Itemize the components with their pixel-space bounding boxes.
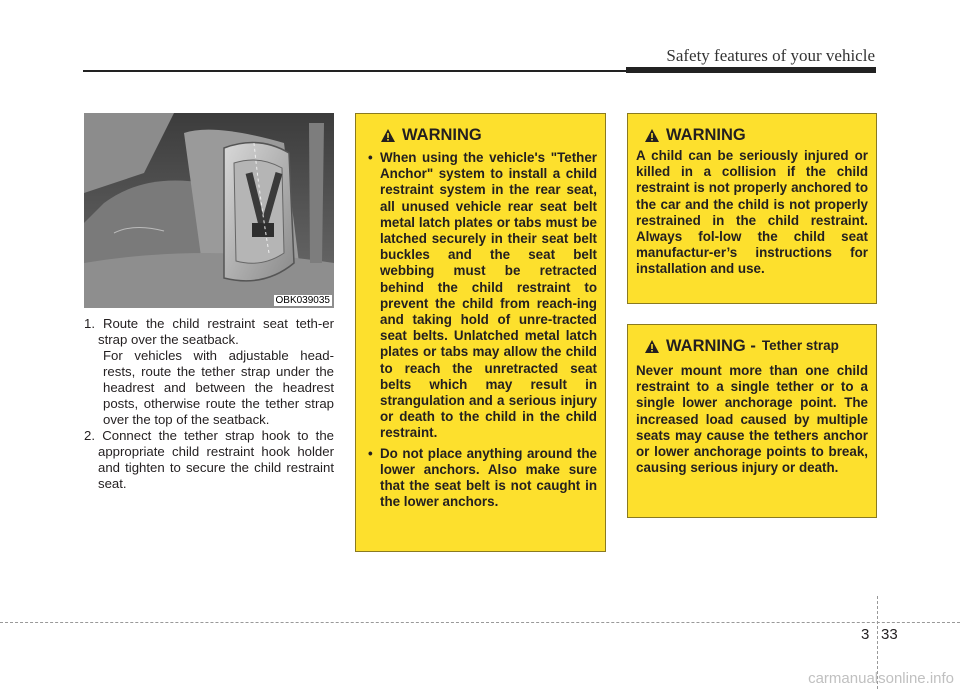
child-seat-photo <box>84 113 334 308</box>
photo-code: OBK039035 <box>275 295 330 306</box>
warning-header <box>368 124 597 146</box>
chapter-number: 3 <box>861 626 870 643</box>
instructions <box>84 316 334 492</box>
warning-bullets <box>368 150 597 510</box>
header-rule-accent <box>626 67 876 73</box>
child-seat-illustration <box>84 113 334 308</box>
warning-header <box>636 335 868 357</box>
warning-box-tether-anchor <box>355 113 606 552</box>
warning-title: WARNING - <box>666 336 756 355</box>
page-number: 33 <box>881 626 898 643</box>
warning-triangle-icon <box>380 128 396 143</box>
page-header-title: Safety features of your vehicle <box>666 46 875 65</box>
warning-title: WARNING <box>666 125 746 144</box>
warning-text: A child can be seriously injured or killed in a collision if the child restraint is not properly anchored to the car and the child is not properly restrained in the child restraint. Always fol-low the child seat manufactur-er’s instructions for installation and use. <box>636 148 868 277</box>
warning-text: Never mount more than one child restraint to a single tether or to a single lower anchorage point. The increased load caused by multiple seats may cause the tethers anchor or lower anchorage points to break, causing serious injury or death. <box>636 363 868 476</box>
warning-triangle-icon <box>644 128 660 143</box>
warning-triangle-icon <box>644 339 660 354</box>
warning-subtitle: Tether strap <box>761 337 839 353</box>
instruction-step-1-note: For vehicles with adjustable head-rests, route the tether strap under the headrest and between the headrest posts, otherwise route the tether strap over the top of the seatback. <box>103 348 334 427</box>
instruction-step-1: 1. Route the child restraint seat teth-er strap over the seatback. <box>84 316 334 347</box>
warning-title: WARNING <box>402 125 482 144</box>
instruction-step-2: 2. Connect the tether strap hook to the appropriate child restraint hook holder and tighten to secure the child restraint seat. <box>84 428 334 491</box>
warning-box-child-injury <box>627 113 877 304</box>
warning-header <box>636 124 868 146</box>
warning-bullet: • Do not place anything around the lower anchors. Also make sure that the seat belt is not caught in the lower anchors. <box>368 446 597 511</box>
watermark: carmanualsonline.info <box>808 670 954 687</box>
warning-bullet: • When using the vehicle's "Tether Anchor" system to install a child restraint system in the rear seat, all unused vehicle rear seat belt metal latch plates or tabs must be latched securely in their seat belt buckles and the seat belt webbing must be retracted behind the child restraint to prevent the child from reach-ing and taking hold of unre-tracted seat belts. Unlatched metal latch plates or tabs may allow the child to reach the unretracted seat belts which may result in strangulation and a serious injury or death to the child in the child restraint. <box>368 150 597 442</box>
warning-box-tether-strap <box>627 324 877 518</box>
footer-rule <box>0 622 960 623</box>
